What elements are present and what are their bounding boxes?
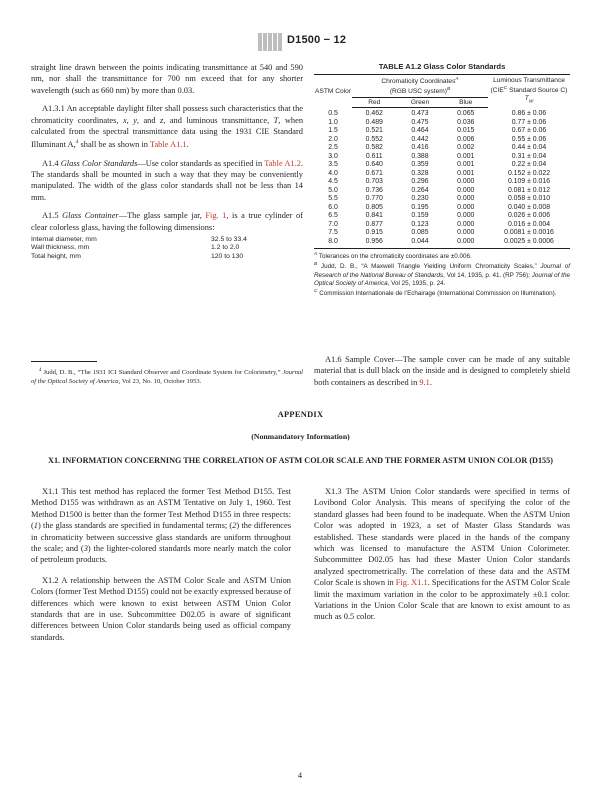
table-row — [314, 221, 570, 230]
table-cell: 0.805 — [365, 203, 383, 211]
col-header-green: Green — [396, 97, 443, 108]
standard-designation: D1500 − 12 — [287, 34, 347, 46]
table-cell: 0.0081 ± 0.0016 — [504, 229, 554, 237]
col-header-astm-color: ASTM Color — [314, 75, 352, 108]
table-cell: 0.065 — [457, 110, 475, 118]
table-cell: 0.473 — [411, 110, 429, 118]
table-cell: 7.5 — [328, 229, 338, 237]
table-cell: 0.475 — [411, 118, 429, 126]
table-cell: 0.001 — [457, 161, 475, 169]
page-number: 4 — [297, 771, 303, 780]
table-cell: 0.671 — [365, 169, 383, 177]
table-cell: 0.006 — [457, 135, 475, 143]
table-row — [314, 119, 570, 128]
table-cell: 0.611 — [365, 152, 383, 160]
section-9-1-link[interactable]: 9.1 — [419, 377, 430, 387]
table-cell: 4.0 — [328, 169, 338, 177]
table-row — [314, 178, 570, 187]
table-row — [314, 229, 570, 238]
table-cell: 5.5 — [328, 195, 338, 203]
table-row — [314, 153, 570, 162]
table-cell: 0.195 — [411, 203, 429, 211]
table-row — [314, 212, 570, 221]
table-a1-2-link[interactable]: Table A1.2 — [264, 158, 301, 168]
table-cell: 0.040 ± 0.008 — [507, 203, 551, 211]
table-cell: 0.521 — [365, 127, 383, 135]
table-cell: 0.388 — [411, 152, 429, 160]
table-row — [314, 108, 570, 119]
table-cell: 5.0 — [328, 186, 338, 194]
table-row — [314, 195, 570, 204]
appendix-right-column — [314, 486, 570, 630]
paragraph-a1-3-1: A1.3.1 An acceptable daylight filter shall possess such characteristics that the chromaticity coordinates, x, y, and z, and luminous transmittance, T, when calculated from the spectral transmittance data using the 1931 CIE Standard Illuminant A,$^4$ shall be as shown in Table A1.1. — [31, 104, 304, 150]
table-cell: 3.5 — [328, 161, 338, 169]
table-cell: 0.359 — [411, 161, 429, 169]
table-cell: 1.0 — [328, 118, 338, 126]
paragraph-x1-2: X1.2 A relationship between the ASTM Color Scale and ASTM Union Colors (former Test Method D155) could not be exactly expressed because of differences which were known to exist between ASTM Union Color standards that are in use. Subcommittee D02.05 is aware of significant differences between Union Color standards being used as official company standards. — [31, 575, 291, 642]
table-cell: 2.0 — [328, 135, 338, 143]
table-cell: 2.5 — [328, 144, 338, 152]
appendix-left-column — [31, 486, 291, 650]
table-cell: 0.000 — [457, 195, 475, 203]
table-note-c: $^C$ Commission Internationale de l’Echairage (International Commission on Illumination). — [314, 288, 557, 297]
dimension-row: Internal diameter, mm 32.5 to 33.4 — [31, 236, 247, 244]
table-cell: 0.915 — [365, 229, 383, 237]
table-cell: 3.0 — [328, 152, 338, 160]
table-cell: 0.000 — [457, 212, 475, 220]
right-column — [314, 62, 570, 298]
table-cell: 0.026 ± 0.006 — [507, 212, 551, 220]
table-cell: 0.081 ± 0.012 — [507, 186, 551, 194]
table-cell: 0.442 — [411, 135, 429, 143]
table-row — [314, 136, 570, 145]
table-cell: 0.000 — [457, 220, 475, 228]
table-cell: 0.640 — [365, 161, 383, 169]
table-cell: 0.464 — [411, 127, 429, 135]
table-cell: 0.044 — [396, 238, 443, 249]
astm-logo — [258, 33, 284, 51]
table-cell: 0.152 ± 0.022 — [507, 169, 551, 177]
paragraph-intro: straight line drawn between the points indicating transmittance at 540 and 590 nm, nor shall the transmittance for 700 nm exceed that for any shorter wavelength (such as 660 nm) by more than 0.03. — [31, 63, 303, 95]
table-cell: 0.489 — [365, 118, 383, 126]
x1-title: X1. INFORMATION CONCERNING THE CORRELATION OF ASTM COLOR SCALE AND THE FORMER ASTM UNION COLOR (D155) — [48, 456, 553, 465]
footnote-divider — [31, 361, 97, 362]
paragraph-a1-5: A1.5 Glass Container—The glass sample jar, Fig. 1, is a true cylinder of clear colorless glass, having the following dimensions: — [31, 211, 303, 232]
table-cell: 8.0 — [314, 238, 352, 249]
col-header-red: Red — [352, 97, 396, 108]
table-cell: 0.000 — [457, 186, 475, 194]
table-cell: 0.296 — [411, 178, 429, 186]
table-notes — [314, 251, 570, 298]
table-row — [314, 161, 570, 170]
fig-x1-1-link[interactable]: Fig. X1.1 — [395, 578, 428, 588]
table-cell: 0.5 — [328, 109, 338, 117]
table-cell: 0.000 — [457, 229, 475, 237]
table-cell: 0.770 — [365, 195, 383, 203]
table-cell: 0.736 — [365, 186, 383, 194]
table-cell: 0.328 — [411, 169, 429, 177]
table-cell: 0.703 — [365, 178, 383, 186]
table-title: TABLE A1.2 Glass Color Standards — [378, 62, 506, 71]
table-cell: 0.582 — [365, 144, 383, 152]
table-cell: 0.123 — [411, 220, 429, 228]
table-row — [314, 170, 570, 179]
table-cell: 0.000 — [443, 238, 488, 249]
table-cell: 0.015 — [457, 127, 475, 135]
table-cell: 0.416 — [411, 144, 429, 152]
table-cell: 0.67 ± 0.06 — [511, 127, 547, 135]
table-cell: 1.5 — [328, 127, 338, 135]
glass-color-standards-table — [314, 74, 570, 249]
table-row — [314, 127, 570, 136]
paragraph-a1-6: A1.6 Sample Cover—The sample cover can be made of any suitable material that is dull black on the inside and is designed to completely shield both containers as described in 9.1. — [314, 355, 570, 387]
paragraph-x1-3: X1.3 The ASTM Union Color standards were specified in terms of Lovibond Color Analysis. This means of specifying the color of the standard glasses had been found to be inadequate. When the ASTM Union Color was adopted in 1923, a set of Master Glass Standards was established. These standards were placed in the hands of the company which was licensed to manufacture the ASTM Union Colorimeter. Subcommittee D02.05 has had these Master Union Color standards analyzed spectrometrically. The correlation of these data and the ASTM Color Scale is shown in Fig. X1.1. Specifications for the ASTM Color Scale limit the maximum variation in the color to be approximately ±0.1 color. Variations in the Union Color Scale that are known to exist amount to as much as 0.5 color. — [314, 487, 570, 622]
dimension-row: Total height, mm 120 to 130 — [31, 252, 244, 260]
table-cell: 0.86 ± 0.06 — [511, 109, 547, 117]
table-row — [314, 187, 570, 196]
col-header-chromaticity: Chromaticity Coordinates$^A$ (RGB USC system)$^B$ — [352, 75, 488, 98]
table-cell: 0.877 — [365, 220, 383, 228]
table-note-a: $^A$ Tolerances on the chromaticity coordinates are ±0.006. — [314, 252, 472, 261]
table-cell: 0.085 — [411, 229, 429, 237]
table-row — [314, 204, 570, 213]
appendix-heading: APPENDIX — [277, 410, 324, 419]
table-cell: 0.001 — [457, 169, 475, 177]
table-cell: 0.230 — [411, 195, 429, 203]
table-cell: 0.956 — [352, 238, 396, 249]
appendix-subheading: (Nonmandatory Information) — [251, 432, 350, 441]
paragraph-a1-4: A1.4 Glass Color Standards—Use color standards as specified in Table A1.2. The standards shall be mounted in such a way that they may be conveniently manipulated. The width of the glass color standards shall not be less than 14 mm. — [31, 158, 303, 202]
table-cell: 0.552 — [365, 135, 383, 143]
table-cell: 0.002 — [457, 144, 475, 152]
container-dimensions — [31, 236, 303, 261]
table-cell: 0.77 ± 0.06 — [511, 118, 547, 126]
table-cell: 0.109 ± 0.016 — [507, 178, 551, 186]
table-cell: 0.0025 ± 0.0006 — [488, 238, 570, 249]
table-cell: 0.016 ± 0.004 — [507, 220, 551, 228]
fig-1-link[interactable]: Fig. 1 — [205, 211, 227, 221]
table-cell: 0.001 — [457, 152, 475, 160]
footnote-4: $^4$ Judd, D. B., “The 1931 ICI Standard Observer and Coordinate System for Colorimetry,” Journal of the Optical Society of America, Vol 23, No. 10, October 1953. — [31, 368, 303, 385]
paragraph-x1-1: X1.1 This test method has replaced the former Test Method D155. Test Method D155 was withdrawn as an ASTM Tentative on July 1, 1960. Test Method D1500 is better than the former Test Method D155 in three respects: (1) the glass standards are specified in fundamental terms; (2) the differences in chromaticity between successive glass standards are uniform throughout the scale; and (3) the lighter-colored standards more nearly match the color of petroleum products. — [31, 487, 291, 565]
col-header-luminous: Luminous Transmittance ($CIE^C$ Standard Source C) $T_W$ — [488, 75, 570, 108]
table-cell: 0.058 ± 0.010 — [507, 195, 551, 203]
left-column — [31, 62, 303, 261]
table-cell: 0.036 — [457, 118, 475, 126]
table-cell: 0.462 — [365, 110, 383, 118]
page-header — [0, 32, 600, 52]
table-cell: 0.55 ± 0.06 — [511, 135, 547, 143]
table-cell: 0.841 — [365, 212, 383, 220]
table-row — [314, 144, 570, 153]
table-cell: 4.5 — [328, 178, 338, 186]
table-cell: 7.0 — [328, 220, 338, 228]
table-cell: 0.264 — [411, 186, 429, 194]
col-header-blue: Blue — [443, 97, 488, 108]
table-cell: 6.5 — [328, 212, 338, 220]
table-a1-1-link[interactable]: Table A1.1 — [149, 140, 187, 150]
table-cell: 6.0 — [328, 203, 338, 211]
dimension-row: Wall thickness, mm 1.2 to 2.0 — [31, 244, 240, 252]
table-cell: 0.31 ± 0.04 — [511, 152, 547, 160]
table-body — [314, 108, 570, 249]
table-row — [314, 238, 570, 249]
table-cell: 0.159 — [411, 212, 429, 220]
table-cell: 0.44 ± 0.04 — [511, 144, 547, 152]
table-cell: 0.000 — [457, 203, 475, 211]
table-note-b: $^B$ Judd, D. B., “A Maxwell Triangle Yielding Uniform Chromaticity Scales,” Journal of Research of the National Bureau of Standards, Vol 14, 1935, p. 41. (RP 756); Journal of the Optical Society of America, Vol 25, 1935, p. 24. — [314, 262, 571, 287]
table-cell: 0.000 — [457, 178, 475, 186]
table-cell: 0.22 ± 0.04 — [511, 161, 547, 169]
